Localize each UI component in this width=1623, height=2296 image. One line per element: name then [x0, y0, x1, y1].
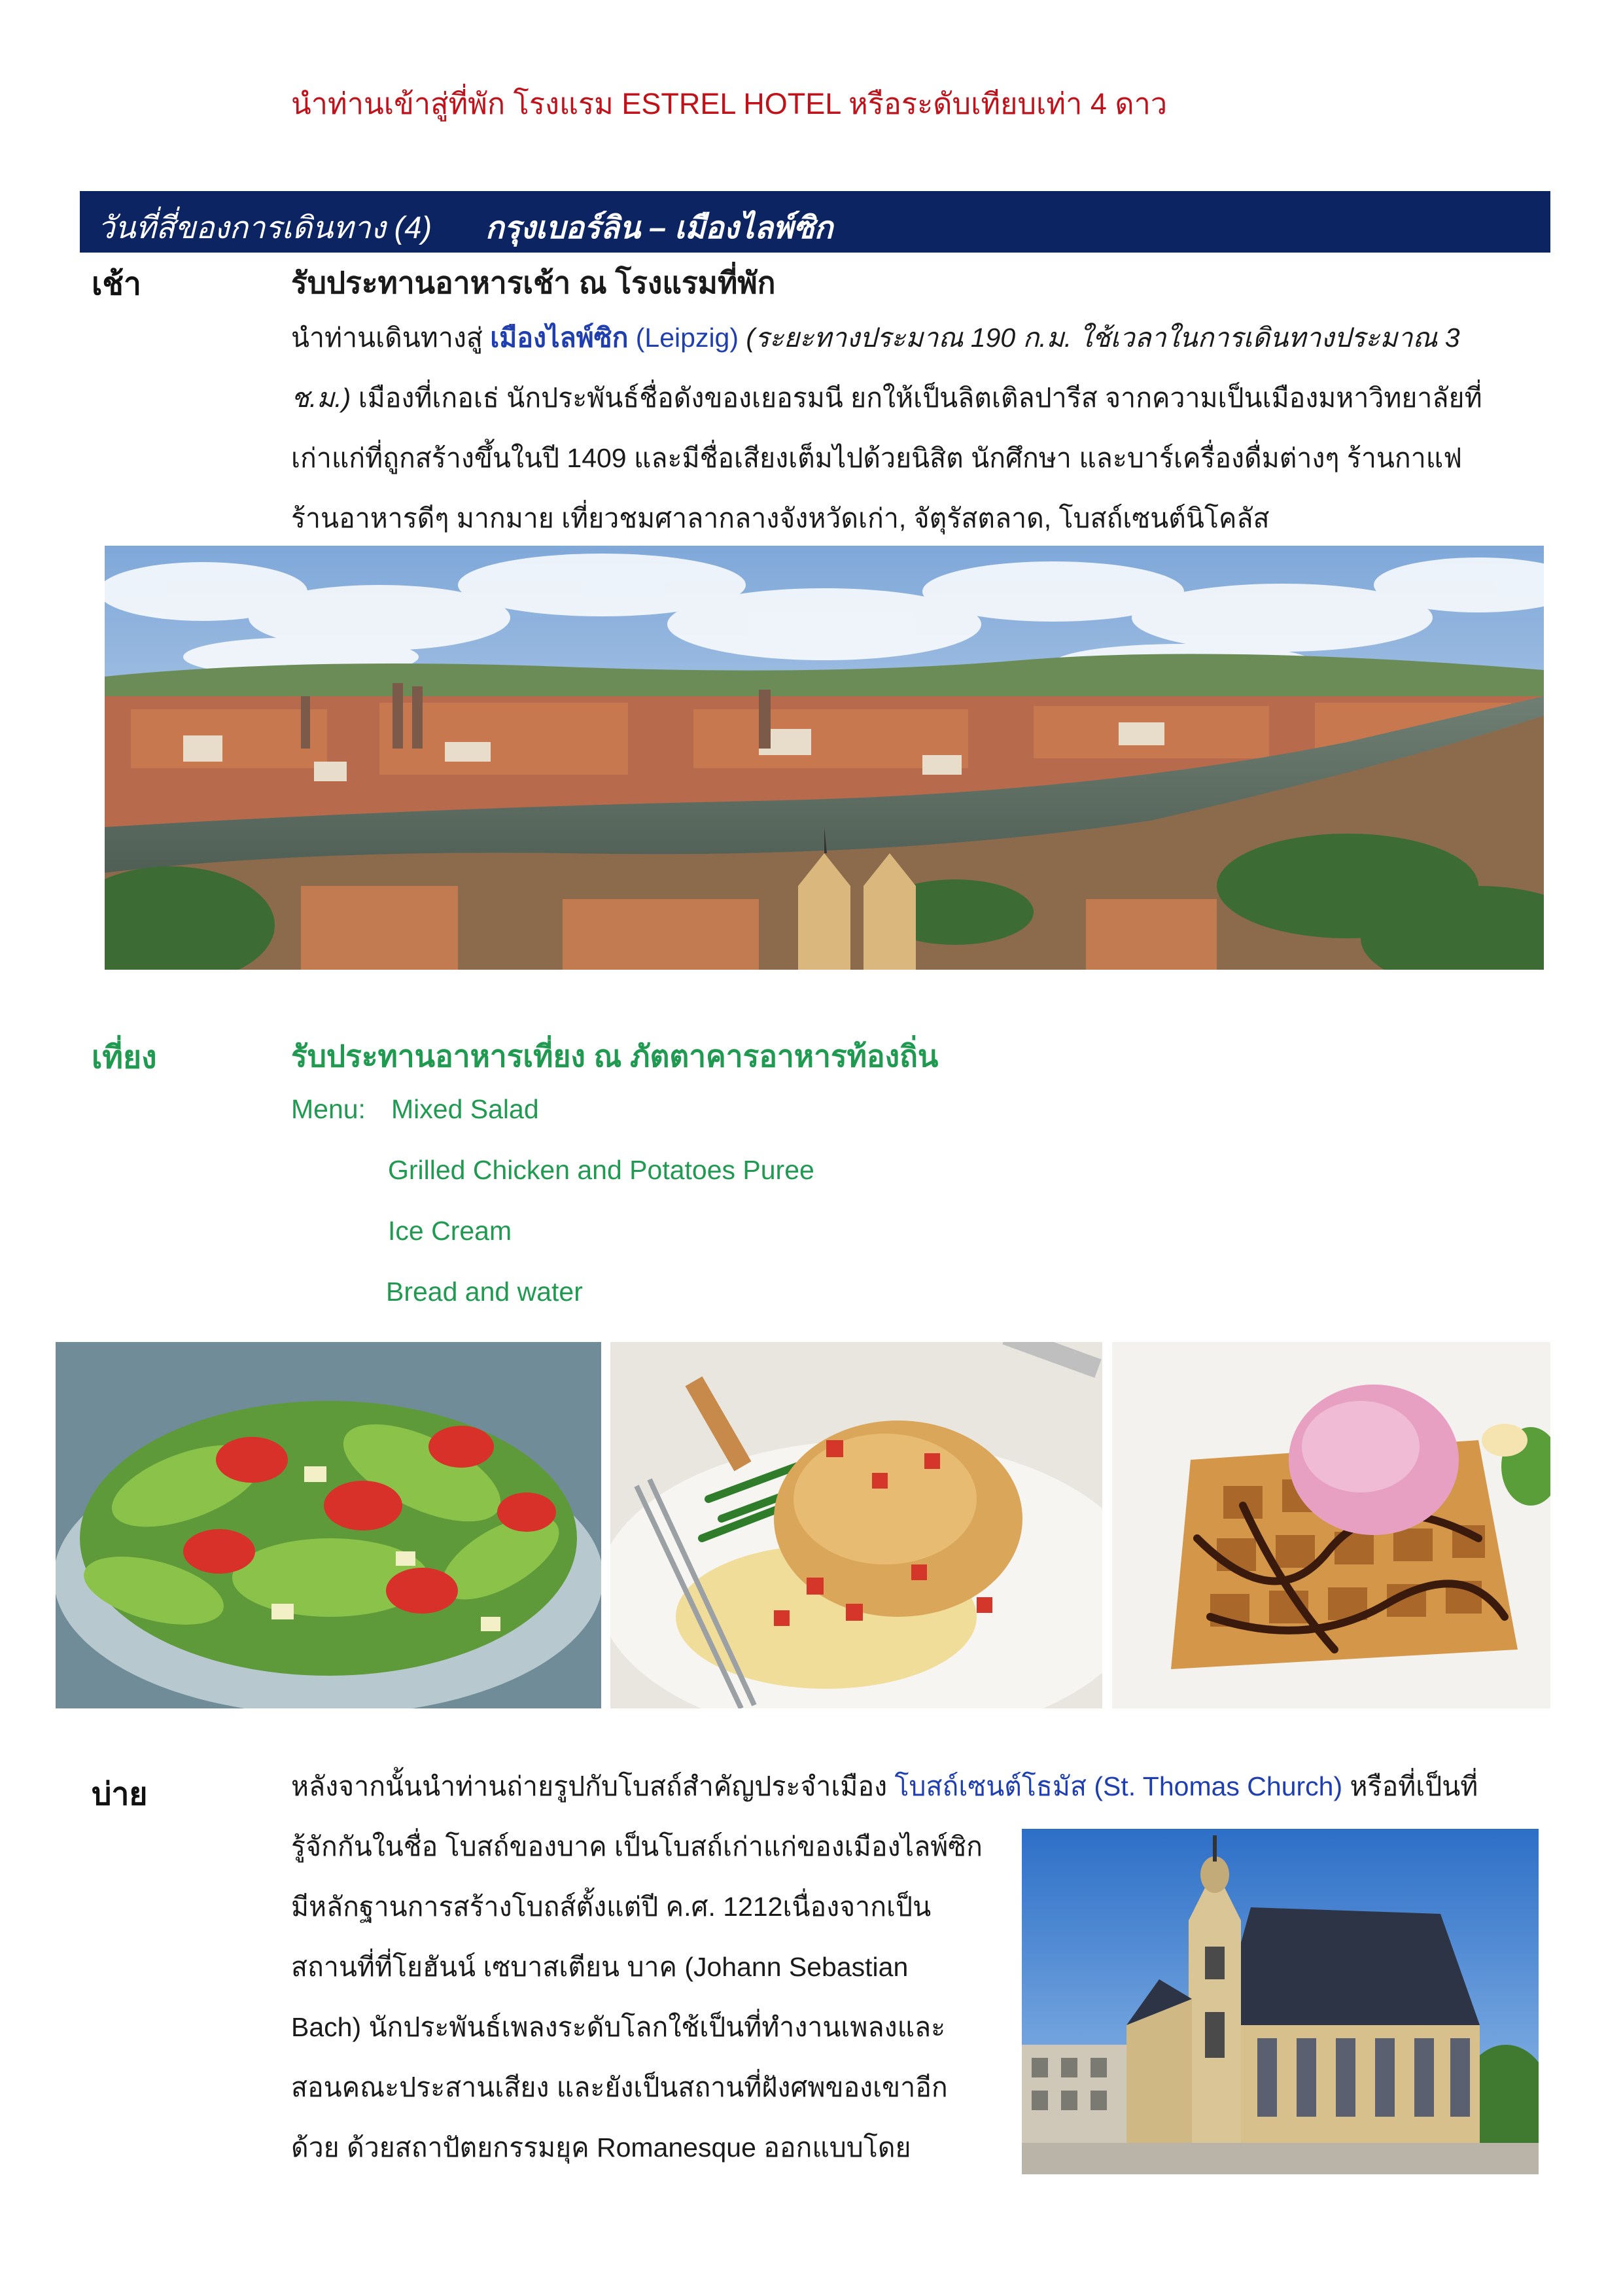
afternoon-paragraph-line1 — [291, 1756, 1478, 1816]
afternoon-paragraph-line2: รู้จักกันในชื่อ โบสถ์ของบาค เป็นโบสถ์เก่าแก่ของเมืองไลพ์ซิก — [291, 1831, 983, 1862]
distance-note: (ระยะทางประมาณ 190 ก.ม. ใช้เวลาในการเดินทางประมาณ 3 — [746, 323, 1460, 353]
menu-label: Menu: — [291, 1094, 366, 1124]
afternoon-paragraph-line4: สถานที่ที่โยฮันน์ เซบาสเตียน บาค (Johann Sebastian — [291, 1952, 909, 1982]
afternoon-line1-suffix: หรือที่เป็นที่ — [1342, 1771, 1478, 1801]
menu-item-2: Grilled Chicken and Potatoes Puree — [388, 1155, 814, 1185]
morning-line1-prefix: นำท่านเดินทางสู่ — [291, 323, 491, 353]
city-name-en: (Leipzig) — [628, 323, 746, 353]
mixed-salad-photo — [56, 1342, 601, 1708]
hotel-line: นำท่านเข้าสู่ที่พัก โรงแรม ESTREL HOTEL หรือระดับเทียบเท่า 4 ดาว — [291, 87, 1168, 120]
grilled-chicken-photo — [610, 1342, 1102, 1708]
day-title: วันที่สี่ของการเดินทาง (4) — [97, 210, 432, 245]
morning-paragraph-line4: ร้านอาหารดีๆ มากมาย เที่ยวชมศาลากลางจังหวัดเก่า, จัตุรัสตลาด, โบสถ์เซนต์นิโคลัส — [291, 503, 1270, 533]
city-name-thai: เมืองไลพ์ซิก — [490, 323, 629, 353]
morning-paragraph-line1 — [291, 308, 1460, 368]
morning-heading: รับประทานอาหารเช้า ณ โรงแรมที่พัก — [291, 266, 776, 300]
afternoon-label: บ่าย — [92, 1777, 148, 1812]
morning-label: เช้า — [92, 267, 141, 302]
afternoon-paragraph-line3: มีหลักฐานการสร้างโบถส์ตั้งแต่ปี ค.ศ. 1212เนื่องจากเป็น — [291, 1892, 932, 1922]
ice-cream-waffle-photo — [1112, 1342, 1550, 1708]
leipzig-panorama-photo — [105, 546, 1544, 970]
afternoon-paragraph-line6: สอนคณะประสานเสียง และยังเป็นสถานที่ฝังศพของเขาอีก — [291, 2072, 948, 2102]
st-thomas-church-photo — [1022, 1829, 1539, 2174]
lunch-label: เที่ยง — [92, 1040, 157, 1075]
menu-item-1: Mixed Salad — [391, 1094, 539, 1124]
afternoon-paragraph-line5: Bach) นักประพันธ์เพลงระดับโลกใช้เป็นที่ทำงานเพลงและ — [291, 2012, 946, 2042]
morning-paragraph-line3: เก่าแก่ที่ถูกสร้างขึ้นในปี 1409 และมีชื่อเสียงเต็มไปด้วยนิสิต นักศึกษา และบาร์เครื่องดื่มต่างๆ ร้านกาแฟ — [291, 443, 1463, 473]
menu-item-4: Bread and water — [386, 1277, 583, 1307]
afternoon-paragraph-line7: ด้วย ด้วยสถาปัตยกรรมยุค Romanesque ออกแบบโดย — [291, 2132, 911, 2163]
church-name: โบสถ์เซนต์โธมัส (St. Thomas Church) — [894, 1771, 1343, 1801]
menu-item-3: Ice Cream — [388, 1216, 512, 1246]
lunch-heading: รับประทานอาหารเที่ยง ณ ภัตตาคารอาหารท้องถิ่น — [291, 1039, 939, 1073]
morning-paragraph-line2 — [291, 368, 1482, 428]
morning-line2-rest: เมืองที่เกอเธ่ นักประพันธ์ชื่อดังของเยอรมนี ยกให้เป็นลิตเติลปารีส จากความเป็นเมืองมหาวิทยาลัยที่ — [351, 383, 1482, 413]
duration-note: ช.ม.) — [291, 383, 351, 413]
afternoon-line1-prefix: หลังจากนั้นนำท่านถ่ายรูปกับโบสถ์สำคัญประจำเมือง — [291, 1771, 895, 1801]
day-banner — [80, 191, 1550, 253]
day-route: กรุงเบอร์ลิน – เมืองไลพ์ซิก — [485, 210, 833, 245]
